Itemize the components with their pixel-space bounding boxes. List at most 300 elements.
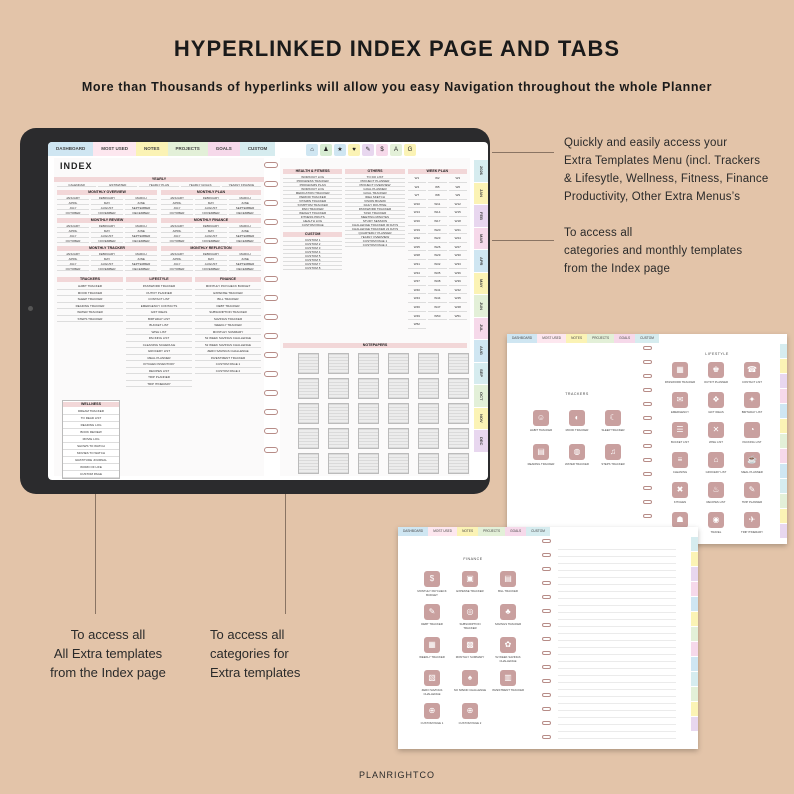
month-link[interactable]: JULY (57, 234, 89, 238)
notepaper-thumb[interactable] (328, 453, 349, 474)
notepaper-thumb[interactable] (358, 403, 379, 424)
month-link[interactable]: APRIL (57, 257, 89, 261)
notepaper-thumb[interactable] (298, 378, 319, 399)
others-link[interactable]: GOAL PLANNER (345, 187, 404, 191)
month-tab-dec[interactable]: DEC (474, 430, 488, 452)
lifestyle-link[interactable]: TRIP ITINERARY (126, 381, 192, 388)
wellness-link[interactable]: BOOK REVIEW (63, 429, 119, 436)
tab-most-used[interactable]: MOST USED (93, 142, 136, 156)
custom-link[interactable]: CUSTOM 4 (283, 250, 342, 254)
template-icon[interactable]: ♠ (462, 670, 478, 686)
notepaper-thumb[interactable] (328, 378, 349, 399)
template-icon[interactable]: ♚ (708, 362, 724, 378)
template-icon[interactable]: ☕ (744, 452, 760, 468)
template-icon[interactable]: ⊕ (424, 703, 440, 719)
notepaper-thumb[interactable] (358, 378, 379, 399)
month-link[interactable]: OCTOBER (57, 267, 89, 271)
tracker-link[interactable]: HABIT TRACKER (57, 283, 123, 290)
mini-month-tab[interactable] (780, 464, 787, 478)
month-link[interactable]: OCTOBER (57, 211, 89, 215)
others-link[interactable]: STUDY SESSION (345, 219, 404, 223)
week-link[interactable]: W22 (408, 235, 426, 243)
month-link[interactable]: MAY (195, 257, 227, 261)
mini-tab[interactable]: GOALS (614, 334, 635, 343)
month-link[interactable]: SEPTEMBER (229, 234, 261, 238)
health-link[interactable]: WORKOUT LOG (283, 175, 342, 179)
lifestyle-link[interactable]: PACKING LIST (126, 335, 192, 342)
notepaper-thumb[interactable] (358, 453, 379, 474)
month-tab-apr[interactable]: APR (474, 250, 488, 272)
month-link[interactable]: FEBRUARY (91, 196, 123, 200)
month-link[interactable]: OCTOBER (161, 211, 193, 215)
week-link[interactable]: W38 (428, 278, 446, 286)
month-tab-feb[interactable]: FEB (474, 205, 488, 227)
week-link[interactable]: W9 (449, 192, 467, 200)
mini-month-tab[interactable] (780, 524, 787, 538)
month-link[interactable]: SEPTEMBER (229, 206, 261, 210)
week-link[interactable]: W43 (408, 295, 426, 303)
month-tab-mar[interactable]: MAR (474, 228, 488, 250)
lifestyle-link[interactable]: CONTACT LIST (126, 296, 192, 303)
month-link[interactable]: MARCH (125, 196, 157, 200)
lifestyle-link[interactable]: PASSWORD TRACKER (126, 283, 192, 290)
month-link[interactable]: MAY (195, 201, 227, 205)
month-tab-nov[interactable]: NOV (474, 408, 488, 430)
wellness-link[interactable]: DREAM TRACKER (63, 408, 119, 415)
mini-month-tab[interactable] (780, 359, 787, 373)
template-icon[interactable]: ♨ (708, 482, 724, 498)
notepaper-thumb[interactable] (418, 428, 439, 449)
template-icon[interactable]: ▦ (424, 637, 440, 653)
week-link[interactable]: W32 (428, 261, 446, 269)
category-shortcut-icon[interactable]: A (390, 144, 402, 156)
month-link[interactable]: NOVEMBER (91, 211, 123, 215)
finance-link[interactable]: CUSTOM PAGE 2 (195, 368, 261, 375)
template-icon[interactable]: ✈ (744, 512, 760, 528)
month-tab-jan[interactable]: JAN (474, 183, 488, 205)
month-link[interactable]: MAY (91, 201, 123, 205)
mini-month-tab[interactable] (780, 374, 787, 388)
wellness-link[interactable]: GRATITUDE JOURNAL (63, 457, 119, 464)
month-link[interactable]: DECEMBER (229, 239, 261, 243)
mini-month-tab[interactable] (780, 344, 787, 358)
health-link[interactable]: PROGRESS TRACKER (283, 179, 342, 183)
month-link[interactable]: NOVEMBER (195, 267, 227, 271)
mini-tab[interactable]: PROJECTS (587, 334, 614, 343)
week-link[interactable]: W4 (408, 184, 426, 192)
month-link[interactable]: JANUARY (57, 196, 89, 200)
custom-link[interactable]: CUSTOM 5 (283, 254, 342, 258)
category-shortcut-icon[interactable]: $ (376, 144, 388, 156)
notepaper-thumb[interactable] (298, 428, 319, 449)
month-link[interactable]: FEBRUARY (195, 224, 227, 228)
notepaper-thumb[interactable] (328, 353, 349, 374)
mini-month-tab[interactable] (691, 642, 698, 656)
mini-tab[interactable]: NOTES (566, 334, 587, 343)
week-link[interactable]: W8 (428, 192, 446, 200)
template-icon[interactable]: ✖ (672, 482, 688, 498)
finance-link[interactable]: INVESTMENT TRACKER (195, 355, 261, 362)
notepaper-thumb[interactable] (388, 378, 409, 399)
others-link[interactable]: CUSTOM PAGE 2 (345, 243, 404, 247)
wellness-link[interactable]: MOVIE LOG (63, 436, 119, 443)
tracker-link[interactable]: WATER TRACKER (57, 309, 123, 316)
health-link[interactable]: CUSTOM PAGE (283, 223, 342, 227)
month-link[interactable]: JULY (57, 262, 89, 266)
week-link[interactable]: W26 (428, 244, 446, 252)
month-link[interactable]: JANUARY (57, 224, 89, 228)
finance-link[interactable]: BILL TRACKER (195, 296, 261, 303)
month-link[interactable]: NOVEMBER (91, 239, 123, 243)
week-link[interactable]: W34 (408, 270, 426, 278)
finance-link[interactable]: CUSTOM PAGE 1 (195, 361, 261, 368)
month-tab-sep[interactable]: SEP (474, 363, 488, 385)
week-link[interactable]: W47 (428, 304, 446, 312)
others-link[interactable]: QUARTERLY PLANNER (345, 231, 404, 235)
lifestyle-link[interactable]: MEAL PLANNER (126, 355, 192, 362)
mini-month-tab[interactable] (691, 537, 698, 551)
mini-month-tab[interactable] (691, 702, 698, 716)
others-link[interactable]: GOAL TRACKER (345, 191, 404, 195)
month-link[interactable]: JUNE (125, 229, 157, 233)
template-icon[interactable]: ✦ (744, 392, 760, 408)
month-link[interactable]: JANUARY (57, 252, 89, 256)
mini-month-tab[interactable] (691, 717, 698, 731)
tab-goals[interactable]: GOALS (208, 142, 240, 156)
template-icon[interactable]: ◎ (462, 604, 478, 620)
week-link[interactable]: W28 (408, 252, 426, 260)
month-link[interactable]: AUGUST (195, 262, 227, 266)
month-link[interactable]: FEBRUARY (195, 252, 227, 256)
mini-tab[interactable]: CUSTOM (635, 334, 659, 343)
template-icon[interactable]: ☾ (605, 410, 621, 426)
notepaper-thumb[interactable] (388, 353, 409, 374)
template-icon[interactable]: $ (424, 571, 440, 587)
month-link[interactable]: JUNE (125, 201, 157, 205)
tab-notes[interactable]: NOTES (136, 142, 168, 156)
week-link[interactable]: W36 (449, 270, 467, 278)
week-link[interactable]: W13 (408, 209, 426, 217)
month-link[interactable]: DECEMBER (125, 267, 157, 271)
week-link[interactable]: W42 (449, 287, 467, 295)
notepaper-thumb[interactable] (298, 403, 319, 424)
mini-month-tab[interactable] (780, 449, 787, 463)
month-link[interactable]: JULY (161, 234, 193, 238)
lifestyle-link[interactable]: KITCHEN INVENTORY (126, 361, 192, 368)
wellness-link[interactable]: WORD OF LIFE (63, 464, 119, 471)
week-link[interactable]: W5 (428, 184, 446, 192)
month-link[interactable]: OCTOBER (57, 239, 89, 243)
month-link[interactable]: JUNE (229, 229, 261, 233)
custom-link[interactable]: CUSTOM 3 (283, 246, 342, 250)
month-link[interactable]: APRIL (161, 257, 193, 261)
template-icon[interactable]: ☰ (672, 422, 688, 438)
health-link[interactable]: PERIOD TRACKER (283, 195, 342, 199)
notepaper-thumb[interactable] (388, 453, 409, 474)
mini-tab[interactable]: MOST USED (537, 334, 566, 343)
week-link[interactable]: W11 (428, 201, 446, 209)
month-link[interactable]: NOVEMBER (195, 211, 227, 215)
month-link[interactable]: DECEMBER (229, 267, 261, 271)
month-link[interactable]: DECEMBER (229, 211, 261, 215)
week-link[interactable]: W51 (449, 313, 467, 321)
finance-link[interactable]: MONTHLY SUMMARY (195, 329, 261, 336)
others-link[interactable]: CHALLENGE TRACKER 21 DAYS (345, 227, 404, 231)
yearly-link[interactable]: YEARLY GOALS (181, 183, 220, 187)
template-icon[interactable]: ⌂ (708, 452, 724, 468)
month-link[interactable]: DECEMBER (125, 211, 157, 215)
week-link[interactable]: W1 (408, 175, 426, 183)
month-link[interactable]: MARCH (229, 196, 261, 200)
template-icon[interactable]: ✎ (424, 604, 440, 620)
lifestyle-link[interactable]: BUCKET LIST (126, 322, 192, 329)
template-icon[interactable]: ✕ (708, 422, 724, 438)
mini-month-tab[interactable] (780, 404, 787, 418)
tab-projects[interactable]: PROJECTS (168, 142, 208, 156)
others-link[interactable]: VISION BOARD (345, 199, 404, 203)
mini-month-tab[interactable] (780, 494, 787, 508)
health-link[interactable]: SYMPTOM TRACKER (283, 203, 342, 207)
week-link[interactable]: W41 (428, 287, 446, 295)
week-link[interactable]: W29 (428, 252, 446, 260)
month-link[interactable]: DECEMBER (125, 239, 157, 243)
category-shortcut-icon[interactable]: ♥ (348, 144, 360, 156)
notepaper-thumb[interactable] (388, 428, 409, 449)
health-link[interactable]: FITNESS PRGTS (283, 215, 342, 219)
others-link[interactable]: PROJECT PLANNER (345, 179, 404, 183)
category-shortcut-icon[interactable]: ♟ (320, 144, 332, 156)
lifestyle-link[interactable]: WISH LIST (126, 329, 192, 336)
category-shortcut-icon[interactable]: ★ (334, 144, 346, 156)
wellness-link[interactable]: CUSTOM PAGE (63, 471, 119, 478)
month-link[interactable]: AUGUST (195, 206, 227, 210)
week-link[interactable]: W31 (408, 261, 426, 269)
health-link[interactable]: WORKOUT LOG (283, 187, 342, 191)
template-icon[interactable]: ◔ (744, 422, 760, 438)
tab-dashboard[interactable]: DASHBOARD (48, 142, 93, 156)
mini-tab[interactable]: MOST USED (428, 527, 457, 536)
others-link[interactable]: PASSWORD TRACKER (345, 207, 404, 211)
notepaper-thumb[interactable] (388, 403, 409, 424)
month-link[interactable]: MAY (91, 229, 123, 233)
template-icon[interactable]: ▧ (424, 670, 440, 686)
others-link[interactable]: YEARLY OVERVIEW (345, 235, 404, 239)
mini-month-tab[interactable] (691, 612, 698, 626)
notepaper-thumb[interactable] (418, 353, 439, 374)
week-link[interactable]: W49 (408, 313, 426, 321)
template-icon[interactable]: ♫ (605, 444, 621, 460)
template-icon[interactable]: ♣ (500, 604, 516, 620)
month-link[interactable]: MARCH (229, 252, 261, 256)
month-tab-aug[interactable]: AUG (474, 340, 488, 362)
notepaper-thumb[interactable] (448, 453, 469, 474)
mini-tab[interactable]: GOALS (505, 527, 526, 536)
template-icon[interactable]: ✿ (500, 637, 516, 653)
others-link[interactable]: PROJECT OVERVIEW (345, 183, 404, 187)
category-shortcut-icon[interactable]: G (404, 144, 416, 156)
mini-month-tab[interactable] (691, 687, 698, 701)
month-link[interactable]: APRIL (161, 229, 193, 233)
month-link[interactable]: FEBRUARY (91, 224, 123, 228)
others-link[interactable]: TASK TRACKER (345, 211, 404, 215)
finance-link[interactable]: SAVINGS TRACKER (195, 316, 261, 323)
custom-link[interactable]: CUSTOM 1 (283, 238, 342, 242)
wellness-link[interactable]: TO READ LIST (63, 415, 119, 422)
week-link[interactable]: W2 (428, 175, 446, 183)
month-tab-may[interactable]: MAY (474, 273, 488, 295)
month-link[interactable]: MARCH (125, 224, 157, 228)
week-link[interactable]: W39 (449, 278, 467, 286)
week-link[interactable]: W35 (428, 270, 446, 278)
template-icon[interactable]: ▥ (500, 670, 516, 686)
notepaper-thumb[interactable] (298, 453, 319, 474)
week-link[interactable]: W14 (428, 209, 446, 217)
month-link[interactable]: AUGUST (91, 262, 123, 266)
template-icon[interactable]: ▤ (533, 444, 549, 460)
finance-link[interactable]: SUBSCRIPTION TRACKER (195, 309, 261, 316)
others-link[interactable]: CHALLENGE TRACKER 30 DAYS (345, 223, 404, 227)
notepaper-thumb[interactable] (418, 453, 439, 474)
mini-month-tab[interactable] (691, 552, 698, 566)
month-link[interactable]: JULY (161, 262, 193, 266)
template-icon[interactable]: ▣ (462, 571, 478, 587)
lifestyle-link[interactable]: EMERGENCY CONTACTS (126, 303, 192, 310)
wellness-link[interactable]: MOVIES TO WATCH (63, 450, 119, 457)
health-link[interactable]: HEALTH LOG (283, 219, 342, 223)
week-link[interactable]: W23 (428, 235, 446, 243)
week-link[interactable]: W24 (449, 235, 467, 243)
month-link[interactable]: APRIL (57, 229, 89, 233)
finance-link[interactable]: ZERO SAVINGS CHALLENGE (195, 348, 261, 355)
mini-tab[interactable]: PROJECTS (478, 527, 505, 536)
month-link[interactable]: SEPTEMBER (125, 234, 157, 238)
template-icon[interactable]: ≡ (672, 452, 688, 468)
finance-link[interactable]: MONTHLY PAYCHECK BUDGET (195, 283, 261, 290)
template-icon[interactable]: ☎ (744, 362, 760, 378)
mini-month-tab[interactable] (780, 434, 787, 448)
yearly-link[interactable]: YEARLY PLAN (139, 183, 178, 187)
mini-tab[interactable]: DASHBOARD (398, 527, 428, 536)
month-link[interactable]: AUGUST (91, 206, 123, 210)
month-link[interactable]: SEPTEMBER (125, 262, 157, 266)
mini-tab[interactable]: NOTES (457, 527, 478, 536)
lifestyle-link[interactable]: RECIPES LIST (126, 368, 192, 375)
notepaper-thumb[interactable] (328, 403, 349, 424)
month-tab-jun[interactable]: JUN (474, 295, 488, 317)
custom-link[interactable]: CUSTOM 8 (283, 266, 342, 270)
category-shortcut-icon[interactable]: ✎ (362, 144, 374, 156)
week-link[interactable]: W30 (449, 252, 467, 260)
week-link[interactable]: W10 (408, 201, 426, 209)
custom-link[interactable]: CUSTOM 2 (283, 242, 342, 246)
health-link[interactable]: WEIGHT TRACKER (283, 211, 342, 215)
week-link[interactable]: W3 (449, 175, 467, 183)
week-link[interactable]: W33 (449, 261, 467, 269)
notepaper-thumb[interactable] (328, 428, 349, 449)
tracker-link[interactable]: SLEEP TRACKER (57, 296, 123, 303)
mini-month-tab[interactable] (780, 419, 787, 433)
template-icon[interactable]: ❖ (708, 392, 724, 408)
week-link[interactable]: W18 (449, 218, 467, 226)
week-link[interactable]: W16 (408, 218, 426, 226)
lifestyle-link[interactable]: CLEANING SCHEDULE (126, 342, 192, 349)
month-link[interactable]: JUNE (229, 257, 261, 261)
mini-month-tab[interactable] (780, 509, 787, 523)
tracker-link[interactable]: MOOD TRACKER (57, 290, 123, 297)
month-link[interactable]: JULY (161, 206, 193, 210)
lifestyle-link[interactable]: OUTFIT PLANNER (126, 290, 192, 297)
wellness-link[interactable]: READING LOG (63, 422, 119, 429)
month-link[interactable]: OCTOBER (161, 239, 193, 243)
week-link[interactable]: W15 (449, 209, 467, 217)
notepaper-thumb[interactable] (298, 353, 319, 374)
lifestyle-link[interactable]: TRIP PLANNER (126, 374, 192, 381)
wellness-link[interactable]: SHOWS TO WATCH (63, 443, 119, 450)
custom-link[interactable]: CUSTOM 7 (283, 262, 342, 266)
notepaper-thumb[interactable] (418, 378, 439, 399)
month-link[interactable]: JANUARY (161, 252, 193, 256)
health-link[interactable]: PROGRAMS PLAN (283, 183, 342, 187)
month-link[interactable]: NOVEMBER (195, 239, 227, 243)
month-tab-2026[interactable]: 2026 (474, 160, 488, 182)
lifestyle-link[interactable]: GROCERY LIST (126, 348, 192, 355)
week-link[interactable]: W25 (408, 244, 426, 252)
template-icon[interactable]: ☗ (672, 512, 688, 528)
week-link[interactable]: W17 (428, 218, 446, 226)
template-icon[interactable]: ◐ (569, 410, 585, 426)
yearly-link[interactable]: ESTIMATED (98, 183, 137, 187)
others-link[interactable]: DAILY ROUTINE (345, 203, 404, 207)
health-link[interactable]: VITAMIN TRACKER (283, 199, 342, 203)
category-shortcut-icon[interactable]: ⌂ (306, 144, 318, 156)
month-link[interactable]: APRIL (57, 201, 89, 205)
finance-link[interactable]: DEBT TRACKER (195, 303, 261, 310)
month-link[interactable]: MAY (195, 229, 227, 233)
tab-custom[interactable]: CUSTOM (240, 142, 275, 156)
tracker-link[interactable]: STEPS TRACKER (57, 316, 123, 323)
notepaper-thumb[interactable] (358, 428, 379, 449)
week-link[interactable]: W50 (428, 313, 446, 321)
others-link[interactable]: IDEA SKETCH (345, 195, 404, 199)
week-link[interactable]: W12 (449, 201, 467, 209)
week-link[interactable]: W52 (408, 321, 426, 329)
mini-month-tab[interactable] (780, 389, 787, 403)
month-link[interactable]: JUNE (229, 201, 261, 205)
notepaper-thumb[interactable] (448, 378, 469, 399)
lifestyle-link[interactable]: BIRTHDAY LIST (126, 316, 192, 323)
week-link[interactable]: W6 (449, 184, 467, 192)
month-link[interactable]: MARCH (229, 224, 261, 228)
month-link[interactable]: MARCH (125, 252, 157, 256)
finance-link[interactable]: WEEKLY TRACKER (195, 322, 261, 329)
mini-month-tab[interactable] (691, 672, 698, 686)
finance-link[interactable]: 52 WEEK SAVINGS CHALLENGE (195, 342, 261, 349)
custom-link[interactable]: CUSTOM 6 (283, 258, 342, 262)
month-link[interactable]: JANUARY (161, 224, 193, 228)
week-link[interactable]: W27 (449, 244, 467, 252)
month-link[interactable]: FEBRUARY (195, 196, 227, 200)
template-icon[interactable]: ✉ (672, 392, 688, 408)
template-icon[interactable]: ⊕ (462, 703, 478, 719)
template-icon[interactable]: ◍ (569, 444, 585, 460)
notepaper-thumb[interactable] (418, 403, 439, 424)
template-icon[interactable]: ☺ (533, 410, 549, 426)
week-link[interactable]: W19 (408, 227, 426, 235)
yearly-link[interactable]: YEARLY FINANCE (222, 183, 261, 187)
month-link[interactable]: AUGUST (91, 234, 123, 238)
month-link[interactable]: FEBRUARY (91, 252, 123, 256)
week-link[interactable]: W48 (449, 304, 467, 312)
